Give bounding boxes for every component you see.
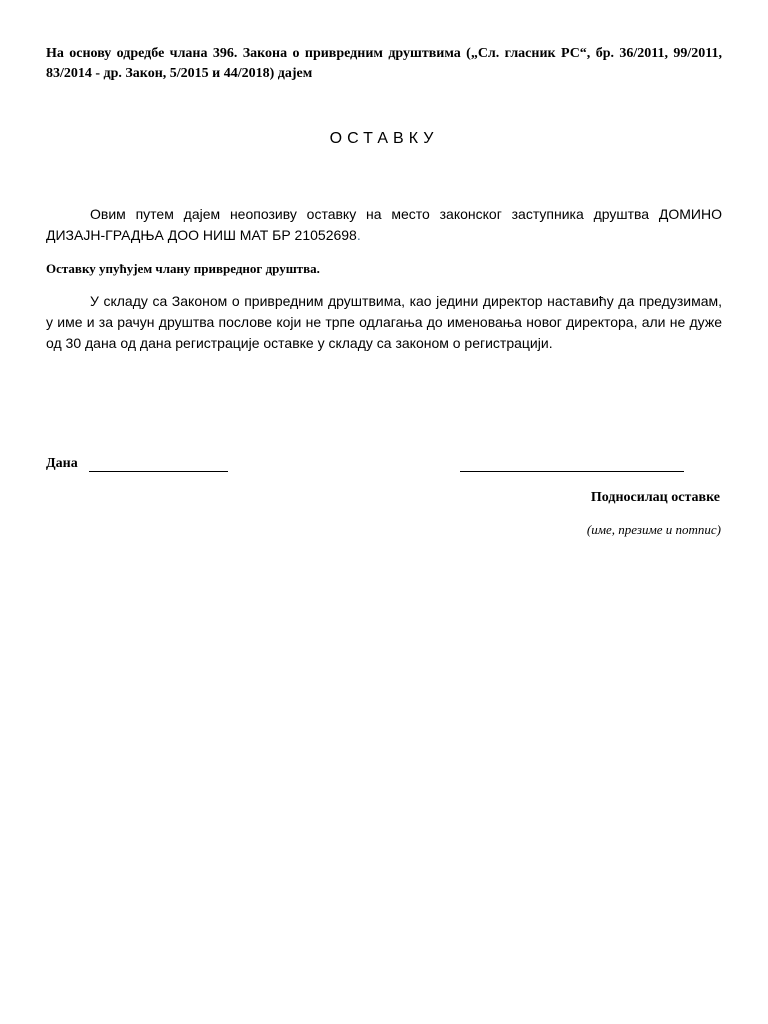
continuation-paragraph: У складу са Законом о привредним друштвима, као једини директор наставићу да предузимам, у име и за рачун друштва послове који не трпе одлагања до именовања новог директора, али не дуже од 30 дана од дана регистрације оставке у складу са законом о регистрацији. xyxy=(46,293,722,351)
resignation-period: . xyxy=(356,227,361,243)
legal-basis-intro: На основу одредбе члана 396. Закона о привредним друштвима („Сл. гласник РС“, бр. 36/2011, 99/2011, 83/2014 - др. Закон, 5/2015 и 44/2018) дајем xyxy=(46,46,722,81)
resignation-paragraph xyxy=(46,204,722,246)
resignation-text: Овим путем дајем неопозиву оставку на место законског заступника друштва ДОМИНО ДИЗАЈН-ГРАДЊА ДОО НИШ МАТ БР 21052698 xyxy=(46,206,722,243)
document-title: ОСТАВКУ xyxy=(329,130,439,147)
signature-hint: (име, презиме и потпис) xyxy=(586,522,721,537)
date-line xyxy=(89,471,228,472)
date-label: Дана xyxy=(46,456,78,471)
addressee-paragraph: Оставку упућујем члану привредног друштва. xyxy=(46,261,320,276)
submitter-label: Подносилац оставке xyxy=(590,490,720,505)
signature-line xyxy=(460,471,684,472)
